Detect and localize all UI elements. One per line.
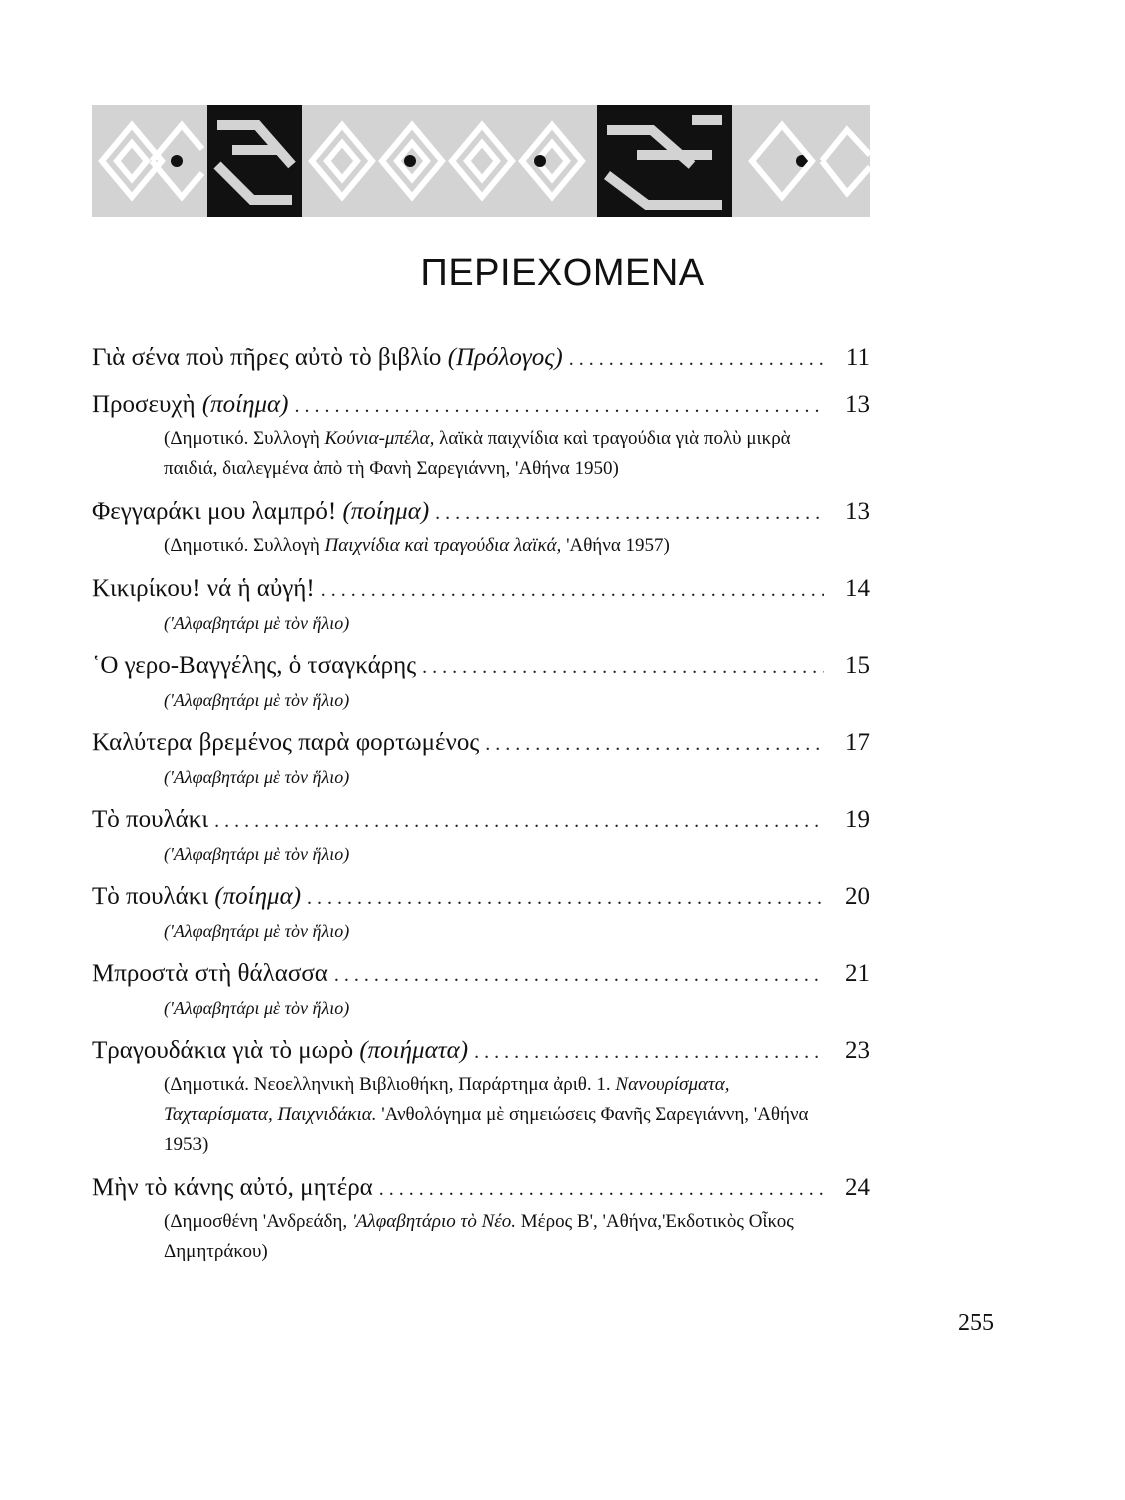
entry-title: Μπροστὰ στὴ θάλασσα [92, 960, 328, 987]
entry-note: (Δημοτικό. Συλλογὴ Παιχνίδια καὶ τραγούδια λαϊκά, 'Αθήνα 1957) [164, 535, 670, 556]
leader-dots [334, 957, 824, 993]
entry-title: Προσευχὴ (ποίημα) [92, 391, 289, 418]
entry-note: ('Αλφαβητάρι μὲ τὸν ἥλιο) [164, 998, 350, 1018]
toc-entry [92, 1170, 870, 1267]
entry-title: Φεγγαράκι μου λαμπρό! (ποίημα) [92, 498, 430, 525]
leader-dots [214, 803, 824, 839]
entry-title: Μὴν τὸ κάνης αὐτό, μητέρα [92, 1174, 373, 1201]
entry-note: ('Αλφαβητάρι μὲ τὸν ἥλιο) [164, 613, 350, 633]
entry-page: 20 [845, 883, 870, 910]
entry-note: (Δημοτικό. Συλλογὴ Κούνια-μπέλα, λαϊκὰ παιχνίδια καὶ τραγούδια γιὰ πολὺ μικρὰ παιδιά, διαλεγμένα ἀπὸ τὴ Φανὴ Σαρεγιάννη, 'Αθήνα 1950) [164, 428, 791, 479]
entry-title: Τραγουδάκια γιὰ τὸ μωρὸ (ποιήματα) [92, 1037, 469, 1064]
entry-page: 24 [845, 1174, 870, 1201]
entry-page: 15 [845, 652, 870, 679]
table-of-contents [92, 340, 870, 1277]
leader-dots [321, 572, 824, 608]
toc-entry [92, 879, 870, 946]
page-title: ΠΕΡΙΕΧΟΜΕΝΑ [420, 252, 705, 294]
toc-entry [92, 571, 870, 638]
leader-dots [307, 880, 824, 916]
entry-note: (Δημοτικά. Νεοελληνικὴ Βιβλιοθήκη, Παράρτημα ἀριθ. 1. Νανουρίσματα, Ταχταρίσματα, Παιχνιδάκια. 'Ανθολόγημα μὲ σημειώσεις Φανῆς Σαρεγιάννη, 'Αθήνα 1953) [164, 1074, 809, 1155]
toc-entry [92, 802, 870, 869]
entry-page: 14 [845, 575, 870, 602]
toc-entry [92, 340, 870, 377]
entry-note: (Δημοσθένη 'Ανδρεάδη, 'Αλφαβητάριο τὸ Νέο. Μέρος Β', 'Αθήνα,'Εκδοτικὸς Οἶκος Δημητράκου) [164, 1211, 794, 1262]
page-number: 255 [958, 1310, 994, 1336]
entry-page: 13 [845, 498, 870, 525]
entry-page: 11 [845, 344, 870, 371]
entry-note: ('Αλφαβητάρι μὲ τὸν ἥλιο) [164, 767, 350, 787]
toc-entry [92, 725, 870, 792]
leader-dots [485, 726, 824, 762]
entry-page: 19 [845, 806, 870, 833]
entry-title: Καλύτερα βρεμένος παρὰ φορτωμένος [92, 729, 480, 756]
leader-dots [422, 649, 824, 685]
entry-page: 21 [845, 960, 870, 987]
leader-dots [435, 495, 824, 531]
entry-title: Τὸ πουλάκι [92, 806, 209, 833]
entry-title: Γιὰ σένα ποὺ πῆρες αὐτὸ τὸ βιβλίο (Πρόλογος) [92, 344, 563, 371]
leader-dots [569, 341, 824, 377]
leader-dots [379, 1171, 824, 1207]
toc-entry [92, 648, 870, 715]
entry-title: ῾Ο γερο-Βαγγέλης, ὁ τσαγκάρης [92, 652, 417, 679]
entry-page: 13 [845, 391, 870, 418]
entry-note: ('Αλφαβητάρι μὲ τὸν ἥλιο) [164, 690, 350, 710]
entry-page: 23 [845, 1037, 870, 1064]
entry-page: 17 [845, 729, 870, 756]
leader-dots [295, 388, 824, 424]
entry-note: ('Αλφαβητάρι μὲ τὸν ἥλιο) [164, 844, 350, 864]
toc-entry [92, 494, 870, 561]
toc-entry [92, 956, 870, 1023]
entry-title: Τὸ πουλάκι (ποίημα) [92, 883, 302, 910]
leader-dots [474, 1034, 824, 1070]
toc-entry [92, 387, 870, 484]
decorative-banner [92, 105, 870, 217]
toc-entry [92, 1033, 870, 1160]
entry-title: Κικιρίκου! νά ἡ αὐγή! [92, 575, 315, 602]
entry-note: ('Αλφαβητάρι μὲ τὸν ἥλιο) [164, 921, 350, 941]
